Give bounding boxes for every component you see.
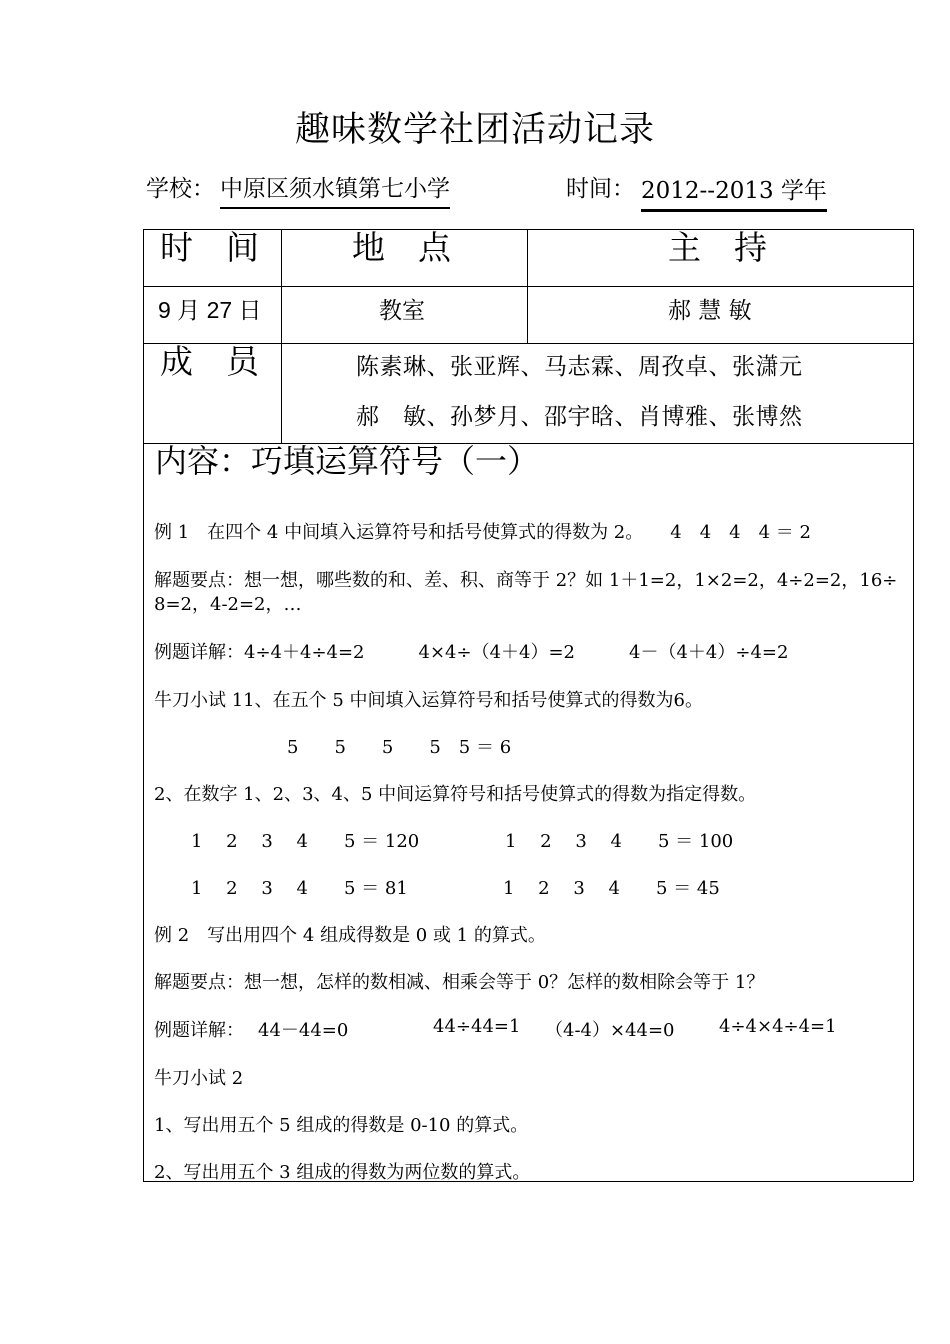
- practice-2-item-2: 2、写出用五个 3 组成的得数为两位数的算式。: [154, 1162, 531, 1183]
- practice-section-2: 牛刀小试 2: [154, 1068, 244, 1089]
- table-divider: [143, 286, 913, 287]
- school-label: 学校：: [146, 176, 215, 202]
- equation: 1 2 3 4 5 ＝ 45: [503, 878, 720, 899]
- example-detail-2-item: 44－44=0: [258, 1020, 349, 1041]
- example-detail-2-label: 例题详解：: [154, 1020, 244, 1041]
- example-detail-2-item: 44÷44=1: [433, 1016, 521, 1037]
- practice-1-equation: 5 5 5 5 5 ＝ 6: [287, 737, 512, 758]
- cell-host: 郝 慧 敏: [668, 298, 752, 324]
- table-border-left: [143, 229, 144, 1181]
- equation: 1 2 3 4 5 ＝ 120: [191, 831, 420, 852]
- members-line: 郝 敏、孙梦月、邵宇晗、肖博雅、张博然: [356, 404, 803, 430]
- cell-date: 9 月 27 日: [158, 297, 262, 323]
- practice-1: 牛刀小试 11、在五个 5 中间填入运算符号和括号使算式的得数为6。: [154, 690, 703, 711]
- solution-tips-1-cont: 8=2，4-2=2，…: [154, 594, 302, 615]
- time-label: 时间：: [566, 176, 635, 202]
- time-value: 2012--2013 学年: [641, 172, 827, 212]
- members-label: 成 员: [160, 342, 259, 381]
- table-divider: [281, 229, 282, 443]
- example-1: 例 1 在四个 4 中间填入运算符号和括号使算式的得数为 2。 4 4 4 4 ＝ 2: [154, 522, 811, 543]
- header-host: 主 持: [668, 228, 767, 267]
- example-detail-2-item: 4÷4×4÷4=1: [719, 1016, 837, 1037]
- example-detail-2-item: （4-4）×44=0: [545, 1020, 675, 1041]
- cell-place: 教室: [379, 298, 425, 324]
- solution-tips-1: 解题要点：想一想，哪些数的和、差、积、商等于 2？如 1＋1=2，1×2=2，4÷2=2，16÷: [154, 570, 898, 591]
- school-value: 中原区须水镇第七小学: [220, 170, 450, 209]
- equation: 1 2 3 4 5 ＝ 100: [505, 831, 734, 852]
- example-detail-1: 例题详解：4÷4＋4÷4=2 4×4÷（4＋4）=2 4－（4＋4）÷4=2: [154, 642, 789, 663]
- table-border-right: [913, 229, 914, 1181]
- document-title: 趣味数学社团活动记录: [294, 110, 655, 150]
- solution-tips-2: 解题要点：想一想，怎样的数相减、相乘会等于 0？怎样的数相除会等于 1？: [154, 972, 765, 993]
- equation: 1 2 3 4 5 ＝ 81: [191, 878, 408, 899]
- header-place: 地 点: [352, 228, 451, 267]
- header-time: 时 间: [160, 228, 259, 267]
- example-2: 例 2 写出用四个 4 组成得数是 0 或 1 的算式。: [154, 925, 546, 946]
- table-divider: [527, 229, 528, 343]
- practice-2: 2、在数字 1、2、3、4、5 中间运算符号和括号使算式的得数为指定得数。: [154, 784, 757, 805]
- practice-2-item-1: 1、写出用五个 5 组成的得数是 0-10 的算式。: [154, 1115, 529, 1136]
- content-title: 内容：巧填运算符号（一）: [155, 442, 540, 480]
- members-line: 陈素琳、张亚辉、马志霖、周孜卓、张潇元: [356, 354, 803, 380]
